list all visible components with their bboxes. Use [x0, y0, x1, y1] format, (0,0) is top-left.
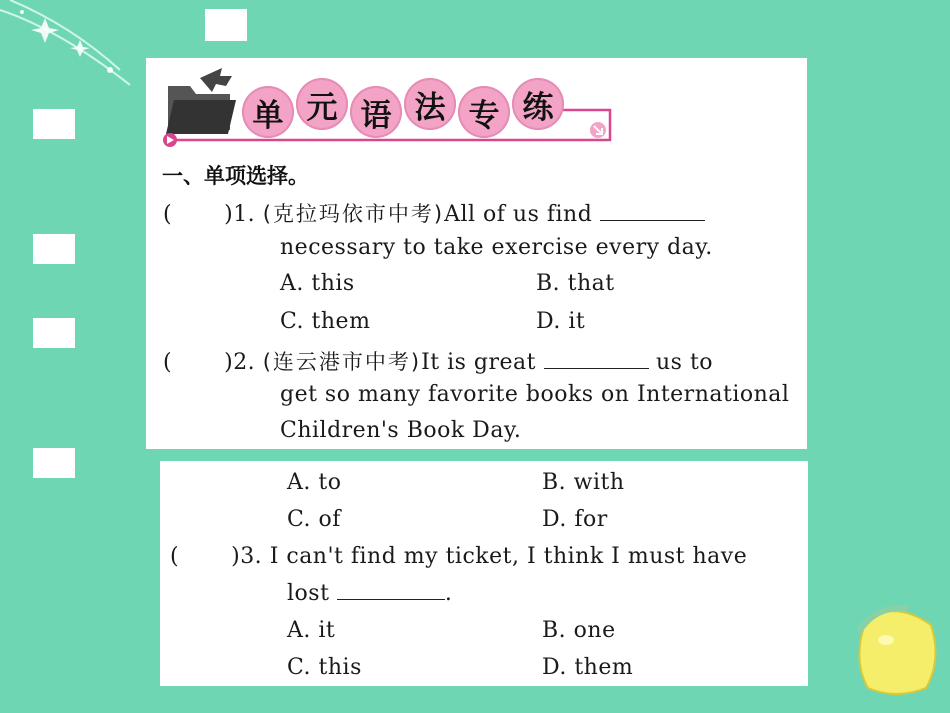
- fill-blank: [337, 581, 445, 600]
- question-text: .: [444, 581, 453, 606]
- option-a[interactable]: A. it: [287, 618, 336, 643]
- question-text: It is great: [421, 350, 536, 375]
- decorative-square: [205, 9, 247, 41]
- question-number: 2.: [233, 350, 256, 375]
- answer-paren-close: ): [224, 350, 234, 375]
- question-2-line-2: get so many favorite books on International: [280, 382, 790, 407]
- question-text: I can't find my ticket, I think I must have: [269, 544, 748, 569]
- option-d[interactable]: D. them: [542, 655, 634, 680]
- option-c[interactable]: C. of: [287, 507, 341, 532]
- question-source: (连云港市中考): [262, 350, 422, 374]
- fill-blank: [600, 202, 705, 221]
- lemon-mascot-icon: [846, 600, 942, 700]
- question-source: (克拉玛依市中考): [262, 202, 445, 226]
- option-c[interactable]: C. them: [280, 309, 371, 334]
- answer-paren-open: (: [170, 544, 180, 569]
- question-2-line-1: [163, 346, 713, 376]
- answer-paren-open: (: [163, 350, 173, 375]
- option-b[interactable]: B. that: [536, 271, 615, 296]
- decorative-square: [33, 448, 75, 478]
- question-text: us to: [656, 350, 714, 375]
- question-text: All of us find: [444, 202, 593, 227]
- question-2-line-3: Children's Book Day.: [280, 418, 522, 443]
- section-title: 一、单项选择。: [162, 164, 309, 188]
- answer-paren-close: ): [224, 202, 234, 227]
- unit-grammar-banner: [160, 64, 618, 148]
- question-number: 1.: [233, 202, 256, 227]
- option-a[interactable]: A. this: [280, 271, 355, 296]
- decorative-square: [33, 109, 75, 139]
- option-d[interactable]: D. for: [542, 507, 608, 532]
- answer-paren-close: ): [231, 544, 241, 569]
- fill-blank: [544, 350, 649, 369]
- option-b[interactable]: B. with: [542, 470, 625, 495]
- banner-char: 单: [242, 86, 294, 138]
- banner-char: 元: [296, 78, 348, 130]
- document-panel-bottom: [160, 461, 808, 686]
- option-b[interactable]: B. one: [542, 618, 616, 643]
- option-a[interactable]: A. to: [287, 470, 342, 495]
- sparkle-decoration-icon: [0, 0, 160, 100]
- question-1-line-2: necessary to take exercise every day.: [280, 235, 713, 260]
- banner-char: 练: [512, 78, 564, 130]
- option-d[interactable]: D. it: [536, 309, 586, 334]
- decorative-square: [33, 318, 75, 348]
- banner-char: 法: [404, 78, 456, 130]
- answer-paren-open: (: [163, 202, 173, 227]
- banner-char: 专: [458, 86, 510, 138]
- banner-char: 语: [350, 86, 402, 138]
- option-c[interactable]: C. this: [287, 655, 362, 680]
- decorative-square: [33, 234, 75, 264]
- question-text: lost: [287, 581, 330, 606]
- question-3-line-1: [170, 544, 747, 569]
- question-3-line-2: [287, 581, 452, 606]
- question-number: 3.: [240, 544, 263, 569]
- question-1-line-1: [163, 198, 705, 228]
